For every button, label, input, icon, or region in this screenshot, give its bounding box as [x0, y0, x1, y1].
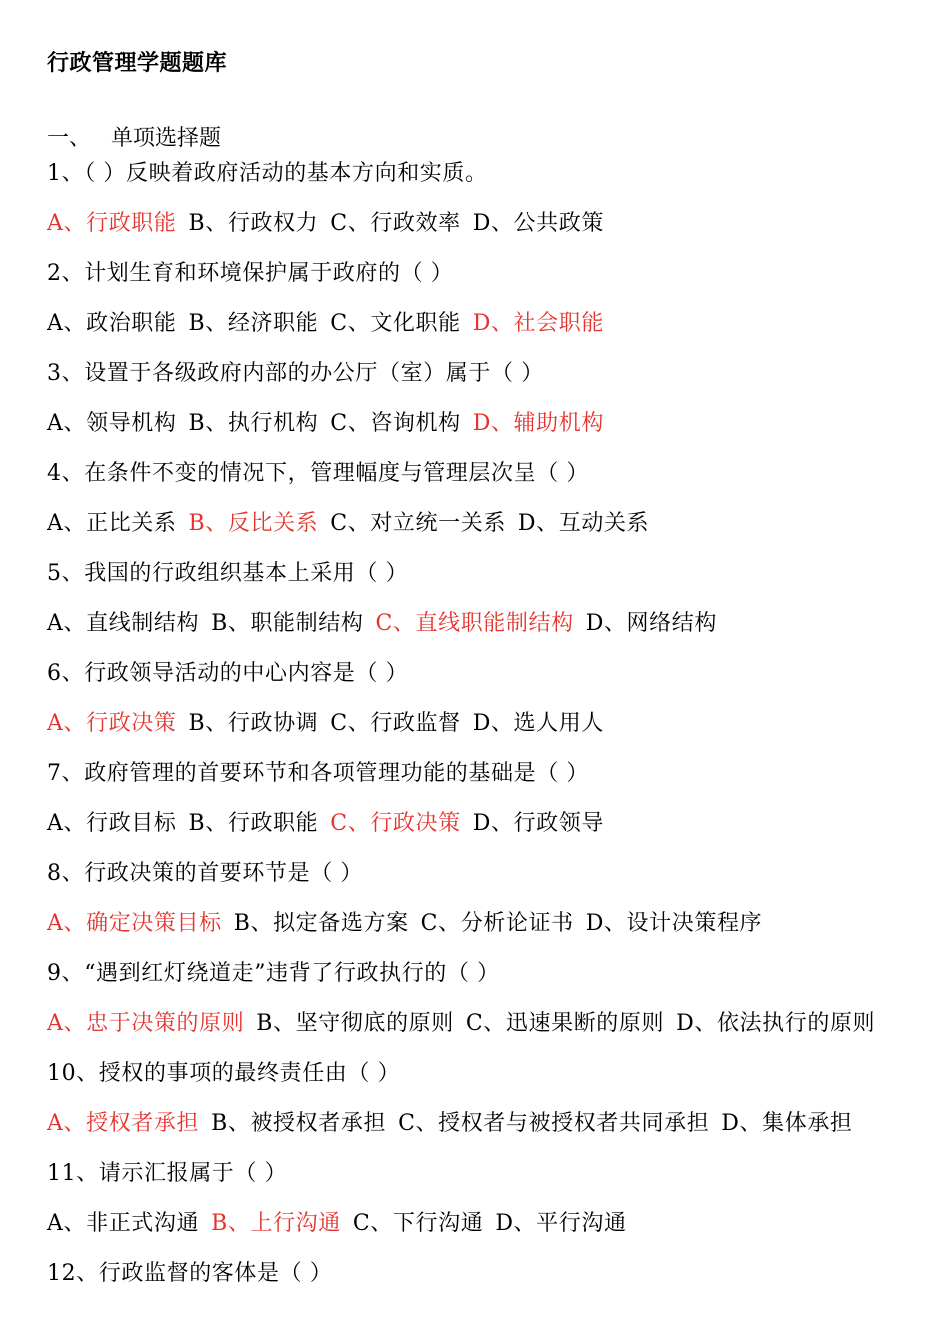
- answer-option-correct: A、忠于决策的原则: [47, 1011, 245, 1036]
- question-text: 1、（ ）反映着政府活动的基本方向和实质。: [47, 161, 488, 186]
- answer-option: B、执行机构: [188, 411, 319, 436]
- answer-option: C、迅速果断的原则: [465, 1011, 665, 1036]
- question-text: 10、授权的事项的最终责任由（ ）: [47, 1061, 401, 1086]
- answer-option-correct: D、社会职能: [472, 311, 604, 336]
- answer-option: D、平行沟通: [495, 1211, 627, 1236]
- answer-option: B、职能制结构: [211, 611, 364, 636]
- options-row: [47, 707, 927, 757]
- answer-option-correct: A、确定决策目标: [47, 911, 222, 936]
- answer-option: A、行政目标: [47, 811, 177, 836]
- options-row: [47, 407, 927, 457]
- question-text: 7、政府管理的首要环节和各项管理功能的基础是（ ）: [47, 761, 589, 786]
- answer-option: B、坚守彻底的原则: [256, 1011, 454, 1036]
- answer-option: D、公共政策: [472, 211, 604, 236]
- answer-option: B、行政协调: [188, 711, 319, 736]
- answer-option: C、行政效率: [330, 211, 461, 236]
- answer-option: D、网络结构: [585, 611, 717, 636]
- question-text: 3、设置于各级政府内部的办公厅（室）属于（ ）: [47, 361, 544, 386]
- question-text: 9、“遇到红灯绕道走”违背了行政执行的（ ）: [47, 961, 500, 986]
- answer-option: A、非正式沟通: [47, 1211, 200, 1236]
- answer-option: D、行政领导: [472, 811, 604, 836]
- answer-option: B、行政权力: [188, 211, 319, 236]
- options-row: [47, 1207, 927, 1257]
- section-heading: [47, 121, 221, 152]
- answer-option: C、文化职能: [330, 311, 461, 336]
- answer-option-correct: B、上行沟通: [211, 1211, 341, 1236]
- answer-option-correct: D、辅助机构: [472, 411, 604, 436]
- answer-option: B、经济职能: [188, 311, 319, 336]
- answer-option: B、被授权者承担: [211, 1111, 387, 1136]
- answer-option-correct: C、直线职能制结构: [375, 611, 574, 636]
- answer-option: C、授权者与被授权者共同承担: [398, 1111, 710, 1136]
- answer-option: C、行政监督: [330, 711, 461, 736]
- answer-option: B、行政职能: [188, 811, 319, 836]
- answer-option: C、下行沟通: [352, 1211, 484, 1236]
- answer-option-correct: B、反比关系: [188, 511, 319, 536]
- options-row: [47, 807, 927, 857]
- question-text: 4、在条件不变的情况下，管理幅度与管理层次呈（ ）: [47, 461, 589, 486]
- options-row: [47, 307, 927, 357]
- answer-option: D、设计决策程序: [585, 911, 763, 936]
- options-row: [47, 907, 927, 957]
- question-text: 2、计划生育和环境保护属于政府的（ ）: [47, 261, 454, 286]
- question-text: 5、我国的行政组织基本上采用（ ）: [47, 561, 409, 586]
- answer-option-correct: A、行政决策: [47, 711, 177, 736]
- question-text: 8、行政决策的首要环节是（ ）: [47, 861, 363, 886]
- answer-option: C、咨询机构: [330, 411, 461, 436]
- options-row: [47, 507, 927, 557]
- section-label: 单项选择题: [111, 126, 222, 151]
- options-row: [47, 1107, 927, 1157]
- answer-option: D、互动关系: [517, 511, 650, 536]
- section-number: 一、: [47, 126, 92, 151]
- options-row: [47, 607, 927, 657]
- answer-option: D、依法执行的原则: [676, 1011, 876, 1036]
- answer-option: D、集体承担: [721, 1111, 853, 1136]
- question-text: 11、请示汇报属于（ ）: [47, 1161, 288, 1186]
- answer-option: D、选人用人: [472, 711, 604, 736]
- answer-option: B、拟定备选方案: [233, 911, 409, 936]
- answer-option: C、对立统一关系: [330, 511, 506, 536]
- options-row: [47, 207, 927, 257]
- answer-option: A、直线制结构: [47, 611, 200, 636]
- options-row: [47, 1007, 927, 1057]
- question-list: [47, 157, 927, 1307]
- question-text: 12、行政监督的客体是（ ）: [47, 1261, 333, 1286]
- answer-option: A、领导机构: [47, 411, 177, 436]
- answer-option-correct: C、行政决策: [330, 811, 461, 836]
- answer-option: C、分析论证书: [420, 911, 574, 936]
- question-text: 6、行政领导活动的中心内容是（ ）: [47, 661, 409, 686]
- answer-option: A、政治职能: [47, 311, 177, 336]
- answer-option: A、正比关系: [47, 511, 177, 536]
- document-title: 行政管理学题题库: [47, 51, 228, 76]
- answer-option-correct: A、授权者承担: [47, 1111, 200, 1136]
- answer-option-correct: A、行政职能: [47, 211, 177, 236]
